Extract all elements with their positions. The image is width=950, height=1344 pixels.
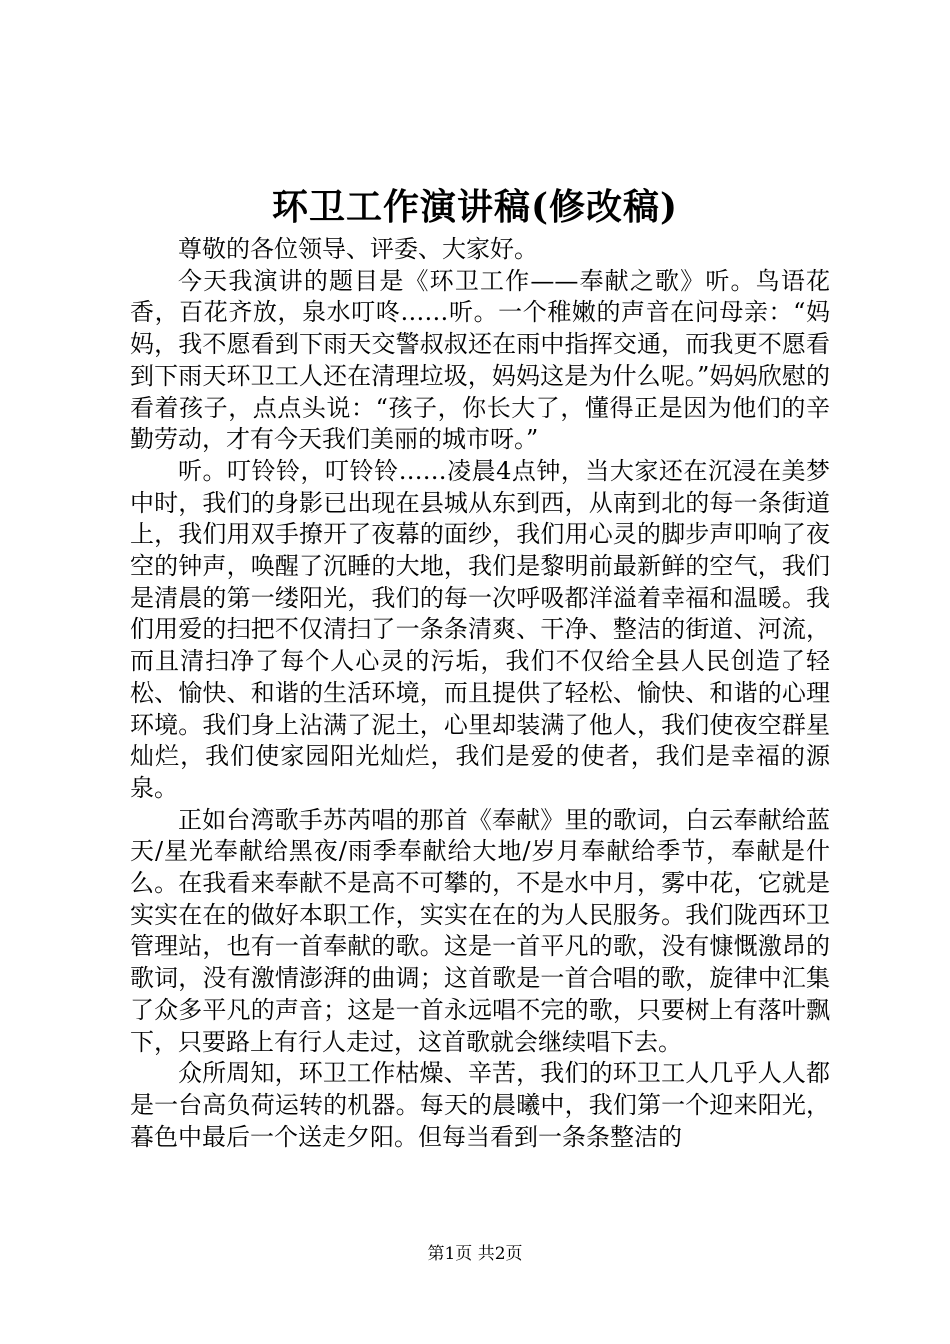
paragraph-dedication: 正如台湾歌手苏芮唱的那首《奉献》里的歌词，白云奉献给蓝天/星光奉献给黑夜/雨季奉献给大地/岁月奉献给季节，奉献是什么。在我看来奉献不是高不可攀的，不是水中月，雾中花，它就是实实在在的做好本职工作，实实在在的为人民服务。我们陇西环卫管理站，也有一首奉献的歌。这是一首平凡的歌，没有慷慨激昂的歌词，没有激情澎湃的曲调；这首歌是一首合唱的歌，旋律中汇集了众多平凡的声音；这是一首永远唱不完的歌，只要树上有落叶飘下，只要路上有行人走过，这首歌就会继续唱下去。 <box>130 805 830 1056</box>
paragraph-topic: 今天我演讲的题目是《环卫工作——奉献之歌》听。鸟语花香，百花齐放，泉水叮咚……听。一个稚嫩的声音在问母亲：“妈妈，我不愿看到下雨天交警叔叔还在雨中指挥交通，而我更不愿看到下雨天环卫工人还在清理垃圾，妈妈这是为什么呢。”妈妈欣慰的看着孩子，点点头说：“孩子，你长大了，懂得正是因为他们的辛勤劳动，才有今天我们美丽的城市呀。” <box>130 266 830 454</box>
page-number-footer: 第1页 共2页 <box>427 1244 523 1264</box>
document-title: 环卫工作演讲稿(修改稿) <box>271 186 679 228</box>
paragraph-hardship: 众所周知，环卫工作枯燥、辛苦，我们的环卫工人几乎人人都是一台高负荷运转的机器。每天的晨曦中，我们第一个迎来阳光，暮色中最后一个送走夕阳。但每当看到一条条整洁的 <box>130 1059 830 1151</box>
document-body <box>130 234 830 1153</box>
paragraph-dawn: 听。叮铃铃，叮铃铃……凌晨4点钟，当大家还在沉浸在美梦中时，我们的身影已出现在县城从东到西，从南到北的每一条街道上，我们用双手撩开了夜幕的面纱，我们用心灵的脚步声叩响了夜空的钟声，唤醒了沉睡的大地，我们是黎明前最新鲜的空气，我们是清晨的第一缕阳光，我们的每一次呼吸都洋溢着幸福和温暖。我们用爱的扫把不仅清扫了一条条清爽、干净、整洁的街道、河流，而且清扫净了每个人心灵的污垢，我们不仅给全县人民创造了轻松、愉快、和谐的生活环境，而且提供了轻松、愉快、和谐的心理环境。我们身上沾满了泥土，心里却装满了他人，我们使夜空群星灿烂，我们使家园阳光灿烂，我们是爱的使者，我们是幸福的源泉。 <box>130 456 830 802</box>
paragraph-greeting: 尊敬的各位领导、评委、大家好。 <box>178 235 538 263</box>
